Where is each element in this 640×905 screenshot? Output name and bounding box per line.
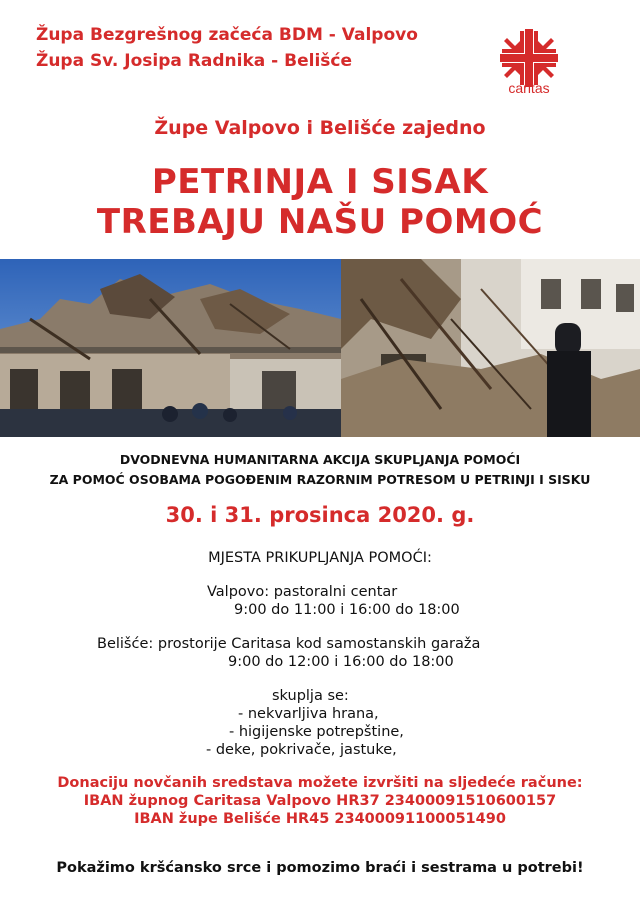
list-item: - nekvarljiva hrana, [238,706,379,722]
caritas-logo-text: caritas [508,80,550,96]
valpovo-hours: 9:00 do 11:00 i 16:00 do 18:00 [234,602,460,618]
belisce-location: Belišće: prostorije Caritasa kod samostanskih garaža [97,636,481,652]
list-item: - deke, pokrivače, jastuke, [206,742,397,758]
headline-line-1: PETRINJA I SISAK [151,162,489,202]
items-title: skuplja se: [272,688,349,704]
belisce-hours: 9:00 do 12:00 i 16:00 do 18:00 [228,654,454,670]
earthquake-photo-sisak [341,259,640,437]
subtitle: Župe Valpovo i Belišće zajedno [154,117,486,139]
closing-message: Pokažimo kršćansko srce i pomozimo braći i sestrama u potrebi! [56,860,584,876]
earthquake-photo-petrinja [0,259,341,437]
action-line-1: DVODNEVNA HUMANITARNA AKCIJA SKUPLJANJA POMOĆI [119,452,521,467]
action-line-2: ZA POMOĆ OSOBAMA POGOĐENIM RAZORNIM POTRESOM U PETRINJI I SISKU [49,472,591,487]
parish-belisce: Župa Sv. Josipa Radnika - Belišće [36,51,353,71]
iban-caritas-valpovo: IBAN župnog Caritasa Valpovo HR37 23400091510600157 [83,793,557,809]
headline-line-2: TREBAJU NAŠU POMOĆ [96,202,544,242]
valpovo-location: Valpovo: pastoralni centar [207,584,398,600]
donation-title: Donaciju novčanih sredstava možete izvršiti na sljedeće račune: [57,775,583,791]
iban-zupa-belisce: IBAN župe Belišće HR45 23400091100051490 [134,811,506,827]
collection-title: MJESTA PRIKUPLJANJA POMOĆI: [208,550,432,566]
event-date: 30. i 31. prosinca 2020. g. [165,503,475,527]
parish-valpovo: Župa Bezgrešnog začeća BDM - Valpovo [36,25,418,45]
list-item: - higijenske potrepštine, [229,724,404,740]
